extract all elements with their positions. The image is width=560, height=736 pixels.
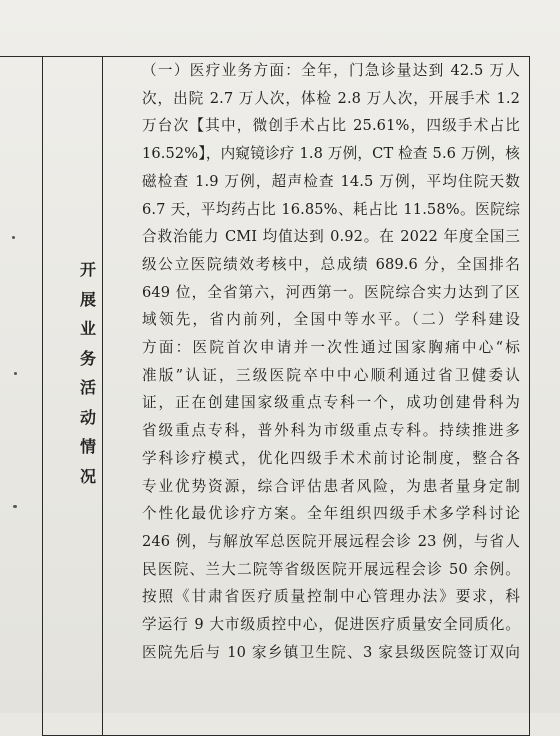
body-line: 246 例，与解放军总医院开展远程会诊 23 例，与省人	[142, 532, 520, 550]
body-line: 证，正在创建国家级重点专科一个，成功创建骨科为	[142, 394, 520, 412]
body-line: 准版”认证，三级医院卒中中心顺利通过省卫健委认	[142, 366, 520, 384]
body-line: 民医院、兰大二院等省级医院开展远程会诊 50 余例。	[142, 560, 520, 578]
section-label-char: 开	[79, 260, 96, 279]
left-margin-rule	[0, 56, 42, 57]
body-line: 域领先，省内前列，全国中等水平。（二）学科建设	[142, 311, 520, 329]
body-line: 万台次【其中，微创手术占比 25.61%，四级手术占比	[142, 117, 520, 135]
body-line: 6.7 天，平均药占比 16.85%、耗占比 11.58%。医院综	[142, 200, 520, 218]
body-paragraph	[142, 57, 520, 666]
body-line: 个性化最优诊疗方案。全年组织四级手术多学科讨论	[142, 505, 520, 523]
body-line: （一）医疗业务方面：全年，门急诊量达到 42.5 万人	[142, 62, 520, 79]
section-label-char: 活	[79, 378, 96, 397]
section-label-char: 展	[79, 289, 96, 309]
section-label-char: 况	[79, 466, 96, 486]
section-label-char: 业	[79, 319, 96, 338]
body-line: 学运行 9 大市级质控中心，促进医疗质量安全同质化。	[142, 616, 520, 634]
section-label-char: 情	[79, 437, 96, 456]
section-label-char: 务	[79, 348, 96, 368]
body-line: 649 位，全省第六，河西第一。医院综合实力达到了区	[142, 283, 520, 301]
margin-mark	[13, 505, 17, 508]
body-line: 省级重点专科，普外科为市级重点专科。持续推进多	[142, 422, 520, 440]
body-line: 次，出院 2.7 万人次，体检 2.8 万人次，开展手术 1.2	[142, 89, 520, 107]
margin-mark	[12, 236, 15, 239]
body-line: 磁检查 1.9 万例，超声检查 14.5 万例，平均住院天数	[142, 172, 520, 190]
column-divider	[102, 56, 103, 736]
body-line: 按照《甘肃省医疗质量控制中心管理办法》要求，科	[142, 588, 520, 606]
body-line: 级公立医院绩效考核中，总成绩 689.6 分，全国排名	[142, 255, 520, 273]
body-line: 专业优势资源，综合评估患者风险，为患者量身定制	[142, 477, 520, 495]
body-line: 医院先后与 10 家乡镇卫生院、3 家县级医院签订双向	[142, 643, 520, 661]
body-line: 学科诊疗模式，优化四级手术术前讨论制度，整合各	[142, 449, 520, 467]
section-label	[76, 255, 100, 491]
body-line: 16.52%】，内窥镜诊疗 1.8 万例，CT 检查 5.6 万例，核	[142, 145, 520, 163]
body-line: 方面：医院首次申请并一次性通过国家胸痛中心“标	[142, 339, 520, 357]
body-line: 合救治能力 CMI 均值达到 0.92。在 2022 年度全国三	[142, 228, 520, 246]
margin-mark	[14, 372, 17, 375]
section-label-char: 动	[79, 407, 96, 427]
